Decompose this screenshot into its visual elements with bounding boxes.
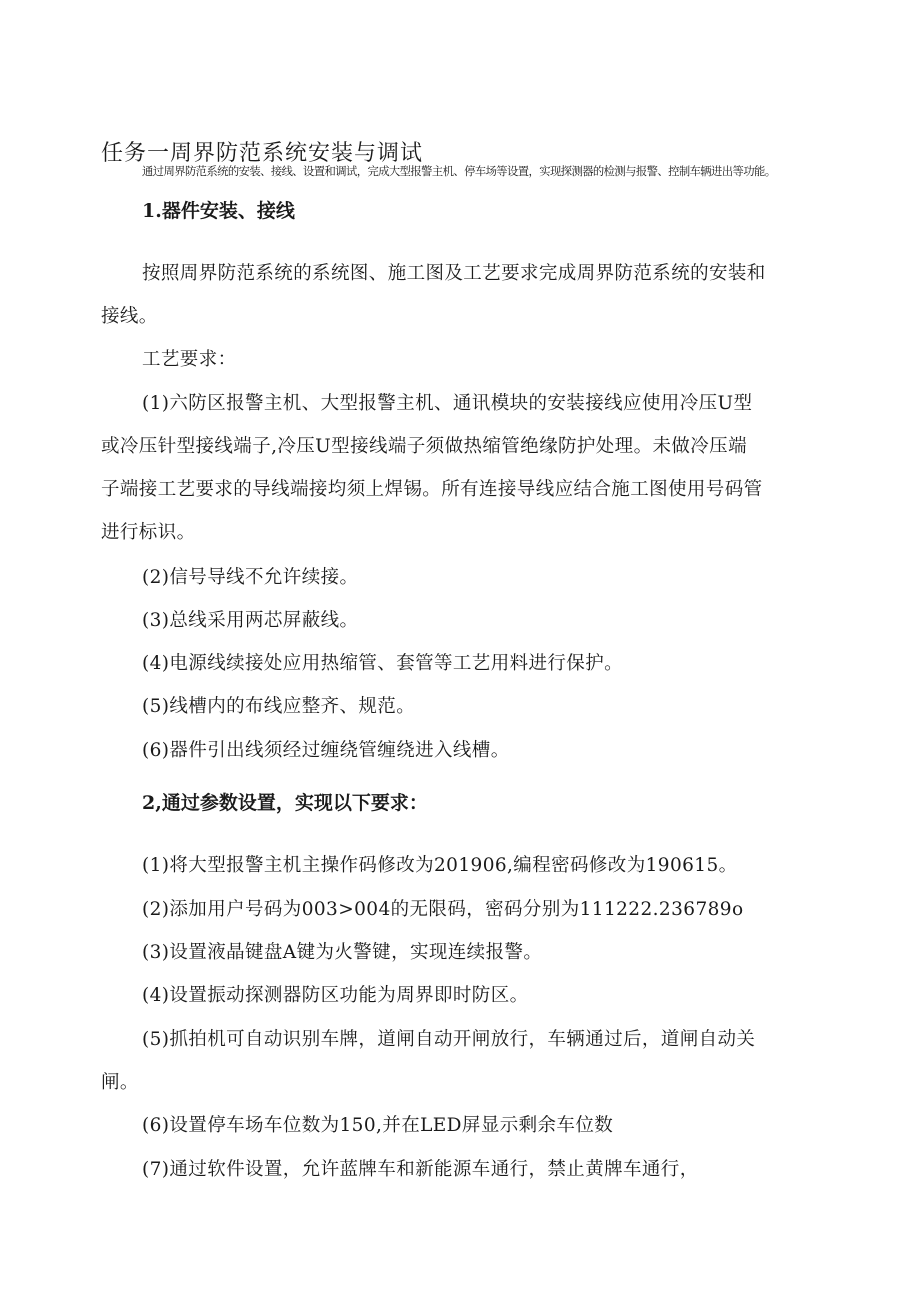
setting-item: (7)通过软件设置，允许蓝牌车和新能源车通行，禁止黄牌车通行， <box>142 1159 699 1180</box>
document-title: 任务一周界防范系统安装与调试 <box>101 141 424 166</box>
setting-item: 闸。 <box>101 1072 139 1093</box>
setting-item: (5)抓拍机可自动识别车牌，道闸自动开闸放行，车辆通过后，道闸自动关 <box>142 1029 756 1050</box>
section1-heading: 1.器件安装、接线 <box>142 200 295 222</box>
setting-item: (2)添加用户号码为003>004的无限码，密码分别为111222.236789o <box>142 899 744 920</box>
requirement-item: 子端接工艺要求的导线端接均须上焊锡。所有连接导线应结合施工图使用号码管 <box>101 479 763 500</box>
requirement-item: 进行标识。 <box>101 522 196 543</box>
requirement-item: (5)线槽内的布线应整齐、规范。 <box>142 696 416 717</box>
requirement-item: (2)信号导线不允许续接。 <box>142 567 359 588</box>
setting-item: (1)将大型报警主机主操作码修改为201906,编程密码修改为190615。 <box>142 855 738 876</box>
section1-intro-line2: 接线。 <box>101 306 158 327</box>
requirement-item: 或冷压针型接线端子,冷压U型接线端子须做热缩管绝缘防护处理。未做冷压端 <box>101 436 747 457</box>
setting-item: (4)设置振动探测器防区功能为周界即时防区。 <box>142 985 529 1006</box>
section2-heading: 2,通过参数设置，实现以下要求： <box>142 792 428 814</box>
process-requirements-label: 工艺要求： <box>142 349 237 370</box>
requirement-item: (6)器件引出线须经过缠绕管缠绕进入线槽。 <box>142 740 510 761</box>
section1-intro-line1: 按照周界防范系统的系统图、施工图及工艺要求完成周界防范系统的安装和 <box>142 263 766 284</box>
requirement-item: (1)六防区报警主机、大型报警主机、通讯模块的安装接线应使用冷压U型 <box>142 393 753 414</box>
requirement-item: (4)电源线续接处应用热缩管、套管等工艺用料进行保护。 <box>142 653 624 674</box>
setting-item: (6)设置停车场车位数为150,并在LED屏显示剩余车位数 <box>142 1115 614 1136</box>
document-subtitle: 通过周界防范系统的安装、接线、设置和调试，完成大型报警主机、停车场等设置，实现探测器的检测与报警、控制车辆进出等功能。 <box>142 164 776 178</box>
setting-item: (3)设置液晶键盘A键为火警键，实现连续报警。 <box>142 942 543 963</box>
requirement-item: (3)总线采用两芯屏蔽线。 <box>142 610 359 631</box>
